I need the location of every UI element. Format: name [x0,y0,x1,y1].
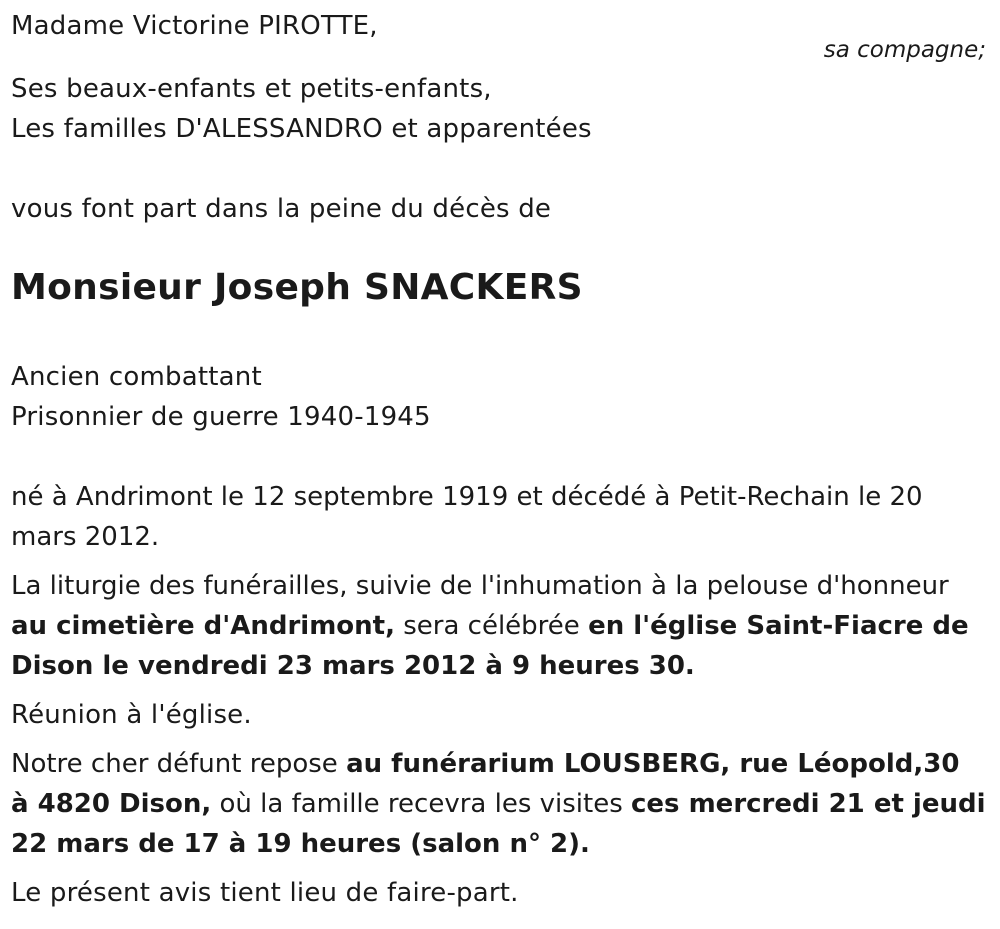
widow-relation: sa compagne; [823,37,986,63]
visitation-funeral-home: au funérarium LOUSBERG, rue Léopold,30 à 4820 Dison, [11,749,960,819]
family-line-1: Ses beaux-enfants et petits-enfants, [11,74,492,104]
funeral-paragraph [11,566,986,686]
widow-line: Madame Victorine PIROTTE, [11,11,378,41]
visitation-text-1: Notre cher défunt repose [11,749,347,779]
funeral-text-2: sera célébrée [394,611,589,641]
birth-death-paragraph: né à Andrimont le 12 septembre 1919 et décédé à Petit-Rechain le 20 mars 2012. [11,482,923,552]
visitation-text-2: où la famille recevra les visites [211,789,632,819]
visitation-paragraph [11,744,986,864]
deceased-name: Monsieur Joseph SNACKERS [11,267,583,308]
funeral-text-1: La liturgie des funérailles, suivie de l'inhumation à la pelouse d'honneur [11,571,949,601]
closing-line: Le présent avis tient lieu de faire-part. [11,878,519,908]
funeral-cemetery: au cimetière d'Andrimont, [11,611,395,641]
funeral-church-date: en l'église Saint-Fiacre de Dison le vendredi 23 mars 2012 à 9 heures 30. [11,611,969,681]
deceased-title-2: Prisonnier de guerre 1940-1945 [11,402,431,432]
deceased-title-1: Ancien combattant [11,362,262,392]
reunion-line: Réunion à l'église. [11,700,252,730]
announcement-line: vous font part dans la peine du décès de [11,194,552,224]
family-line-2: Les familles D'ALESSANDRO et apparentées [11,114,592,144]
visitation-times: ces mercredi 21 et jeudi 22 mars de 17 à 19 heures (salon n° 2). [11,789,986,859]
